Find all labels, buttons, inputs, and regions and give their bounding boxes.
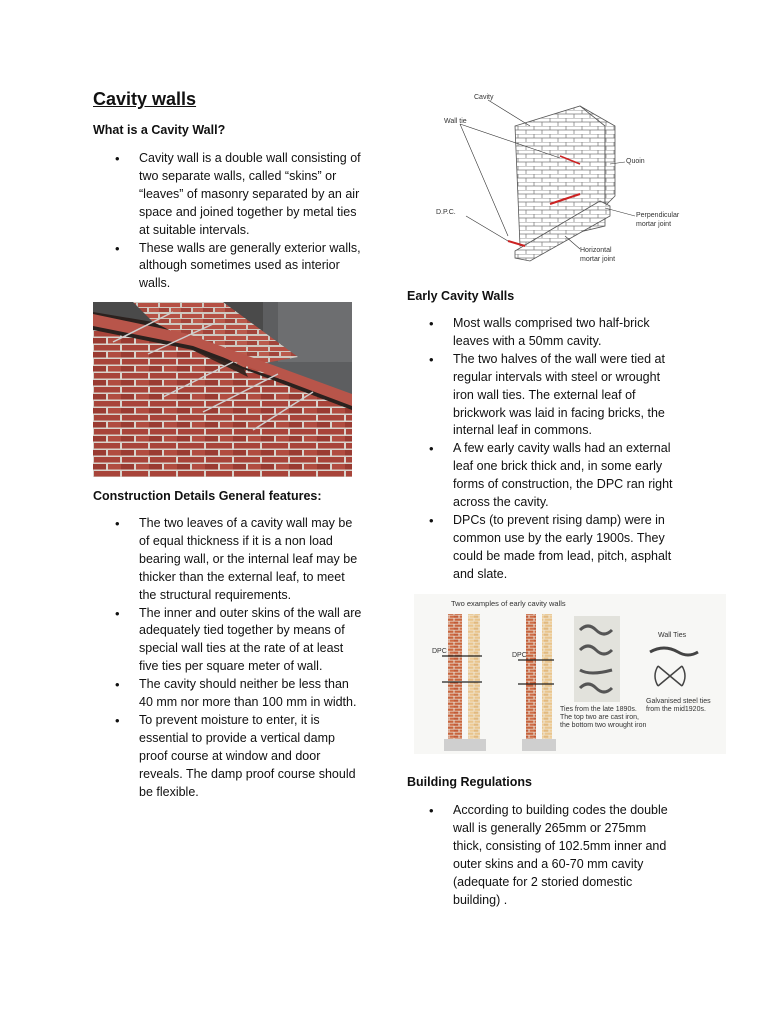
dpc-label-2: DPC [512,652,527,659]
galvanised-caption-1: Galvanised steel ties [646,698,711,705]
cavity-wall-photo [93,302,352,477]
building-regulations-heading: Building Regulations [407,775,532,789]
construction-heading: Construction Details General features: [93,489,322,503]
label-dpc: D.P.C. [436,209,456,216]
label-horizontal: Horizontal [580,247,612,254]
early-walls-title: Two examples of early cavity walls [451,599,566,608]
label-quoin: Quoin [626,158,645,165]
ties-caption-1: Ties from the late 1890s. [560,706,637,713]
ties-caption-2: The top two are cast iron, [560,714,639,721]
label-wall-tie: Wall tie [444,118,467,125]
list-item: • The inner and outer skins of the wall are adequately tied together by means of special wall ties at the rate of at least five ties per square meter of wall. [139,605,364,677]
list-item: • These walls are generally exterior walls, although sometimes used as interior walls. [139,240,364,294]
early-list [453,315,675,584]
list-item: • The two halves of the wall were tied at regular intervals with steel or wrought iron wall ties. The external leaf of brickwork was laid in facing bricks, the internal leaf in commons. [453,351,675,441]
list-item: • Most walls comprised two half-brick leaves with a 50mm cavity. [453,315,675,351]
list-item: • According to building codes the double wall is generally 265mm or 275mm thick, consisting of 102.5mm inner and outer skins and a 60-70 mm cavity (adequate for 2 storied domestic building) . [453,802,675,909]
page-title: Cavity walls [93,89,197,109]
early-cavity-heading: Early Cavity Walls [407,289,515,303]
galvanised-caption-2: from the mid1920s. [646,706,706,713]
list-item: • The two leaves of a cavity wall may be of equal thickness if it is a non load bearing wall, or the internal leaf may be thicker than the external leaf, to meet the structural requirements. [139,515,364,605]
cavity-wall-drawing [430,86,730,271]
list-item: • Cavity wall is a double wall consisting of two separate walls, called “skins” or “leaves” of masonry separated by an air space and joined together by metal ties at suitable intervals. [139,150,364,240]
early-cavity-walls-figure [414,594,726,754]
list-item: • A few early cavity walls had an external leaf one brick thick and, in some early forms of construction, the DPC ran right across the cavity. [453,440,675,512]
early-walls-drawing [414,594,726,754]
construction-list [139,515,364,802]
intro-list [139,150,364,293]
label-mortar-joint-2: mortar joint [580,256,616,263]
list-item: • DPCs (to prevent rising damp) were in common use by the early 1900s. They could be made from lead, pitch, asphalt and slate. [453,512,675,584]
label-perpendicular: Perpendicular [636,212,680,219]
cavity-wall-diagram [430,86,730,271]
regulations-list [453,802,675,909]
label-cavity: Cavity [474,94,494,101]
what-is-heading: What is a Cavity Wall? [93,123,226,137]
wall-ties-label: Wall Ties [658,632,687,639]
list-item: • To prevent moisture to enter, it is essential to provide a vertical damp proof course at window and door reveals. The damp proof course should be flexible. [139,712,364,802]
brick-wall-image [93,302,352,477]
dpc-label-1: DPC [432,648,447,655]
list-item: • The cavity should neither be less than 40 mm nor more than 100 mm in width. [139,676,364,712]
ties-caption-3: the bottom two wrought iron [560,722,647,729]
label-mortar-joint: mortar joint [636,221,672,228]
